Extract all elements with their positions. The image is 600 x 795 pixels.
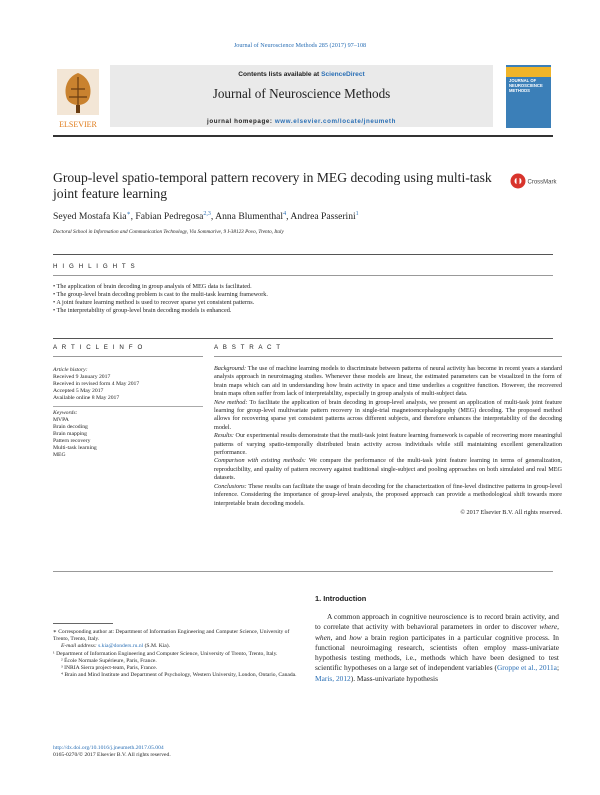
highlights-rule <box>53 254 553 255</box>
intro-text: , <box>557 622 559 632</box>
email-label: E-mail address: <box>61 643 99 650</box>
history-item: Accepted 5 May 2017 <box>53 388 104 394</box>
history-label: Article history: <box>53 367 88 373</box>
highlight-item: • The interpretability of group-level brain decoding models is enhanced. <box>53 307 268 315</box>
introduction-text <box>315 612 559 684</box>
intro-emph: when <box>315 632 331 642</box>
header-rule <box>53 135 553 137</box>
article-info-heading: A R T I C L E I N F O <box>53 344 144 351</box>
highlight-item: • A joint feature learning method is used to recover sparse yet consistent patterns. <box>53 299 268 307</box>
intro-emph: how <box>349 632 362 642</box>
footnote-rule <box>53 623 113 624</box>
info-rule <box>53 338 553 339</box>
sciencedirect-link[interactable]: ScienceDirect <box>321 71 365 78</box>
abstract-rule <box>214 356 562 357</box>
abstract-body <box>214 365 562 517</box>
footnote-4: ⁴ Brain and Mind Institute and Department of Psychology, Western University, London, Ontario, Canada. <box>61 672 297 679</box>
homepage-link[interactable]: www.elsevier.com/locate/jneumeth <box>274 118 396 125</box>
footnote-3: ³ INRIA Sierra project-team, Paris, France. <box>61 665 158 672</box>
abstract-bottom-rule <box>53 571 553 572</box>
highlight-item: • The application of brain decoding in group analysis of MEG data is facilitated. <box>53 283 268 291</box>
footnote-1: ¹ Department of Information Engineering and Computer Science, University of Trento, Trento, Italy. <box>53 650 278 657</box>
author-name[interactable]: Anna Blumenthal <box>215 211 284 223</box>
doi-block <box>53 745 171 759</box>
journal-title: Journal of Neuroscience Methods <box>212 86 391 101</box>
author-name[interactable]: Andrea Passerini <box>290 211 356 223</box>
keyword: Multi-task learning <box>53 445 97 451</box>
author-name[interactable]: Fabian Pedregosa <box>135 211 204 223</box>
abstract-heading: A B S T R A C T <box>214 344 282 351</box>
issn-line: 0165-0270/© 2017 Elsevier B.V. All rights reserved. <box>53 752 171 759</box>
journal-citation-link[interactable]: Journal of Neuroscience Methods 285 (2017) 97–108 <box>233 42 367 49</box>
intro-emph: where <box>539 622 558 632</box>
intro-text: a brain region participates in a particular cognitive process. In functional neuroimaging research, scientists often employ mass-univariate hypothesis testing methods, i.e., methods which have been designed to test scientific hypotheses on a large set of independent variables ( <box>315 632 560 673</box>
abstract-label: Background: <box>214 365 247 372</box>
doi-link[interactable]: http://dx.doi.org/10.1016/j.jneumeth.2017.05.004 <box>53 745 164 751</box>
keyword: Brain decoding <box>53 424 88 430</box>
footnotes <box>53 629 301 679</box>
abstract-label: New method: <box>214 398 248 406</box>
highlights-heading: H I G H L I G H T S <box>53 263 137 270</box>
author-name[interactable]: Seyed Mostafa Kia <box>53 211 127 223</box>
keywords-rule <box>53 406 203 407</box>
email-link[interactable]: s.kia@donders.ru.nl <box>98 643 144 650</box>
intro-text: A common approach in cognitive neuroscience is to record brain activity, and to correlate that activity with behavioral parameters in order to discover <box>315 612 559 632</box>
publisher-wordmark: ELSEVIER <box>59 120 97 129</box>
footnote-corresponding: ∗ Corresponding author at: Department of Information Engineering and Computer Science, University of Trento, Trento, Italy. <box>53 629 290 643</box>
history-item: Received 9 January 2017 <box>53 374 111 380</box>
abstract-background: The use of machine learning models to discriminate between patterns of neural activity has become in recent years a standard analysis approach in neuroimaging studies. Whenever these models are linear, the estimated parameters can be visualized in the form of brain maps which can aid in understanding how brain activity in space and time underlies a cognitive function. However, the recovered brain maps often suffer from lack of interpretability, especially in group analysis of multi-subject data. <box>214 365 562 398</box>
highlights-list <box>53 283 268 315</box>
abstract-results: Our experimental results demonstrate that the mutli-task joint feature learning framework is capable of recovering more meaningful patterns of varying spatio-temporally distributed brain activity across individuals while still maintaining excellent generalization performance. <box>214 432 563 457</box>
contents-prefix: Contents lists available at <box>238 71 322 78</box>
citation-link[interactable]: Maris, 2012 <box>315 673 351 683</box>
abstract-label: Results: <box>214 432 234 440</box>
author-sup[interactable]: 4 <box>283 211 287 217</box>
abstract-comparison: We compare the performance of the multi-task joint feature learning in terms of generalization, reproducibility, and quality of pattern recovery against traditional single-subject and pooling approaches on both simulated and real MEG datasets. <box>214 457 563 482</box>
intro-text: ). Mass-univariate hypothesis <box>350 673 438 683</box>
highlight-item: • The group-level brain decoding problem is cast to the multi-task learning framework. <box>53 291 268 299</box>
author-list: Seyed Mostafa Kia∗, Fabian Pedregosa$^{2,3}$, Anna Blumenthal$^4$, Andrea Passerini$^1$ <box>53 211 359 223</box>
article-info-rule <box>53 356 203 357</box>
contents-line <box>110 71 493 78</box>
author-sup[interactable]: 2,3 <box>203 211 211 217</box>
footnote-email <box>53 643 301 650</box>
author-sup[interactable]: ∗ <box>126 211 131 217</box>
abstract-copyright: © 2017 Elsevier B.V. All rights reserved. <box>460 508 562 516</box>
elsevier-logo <box>53 67 103 131</box>
keyword: Pattern recovery <box>53 438 91 444</box>
author-sup[interactable]: 1 <box>355 211 359 217</box>
intro-text: , and <box>330 632 350 642</box>
homepage-label: journal homepage: <box>207 118 275 125</box>
journal-homepage <box>110 118 493 125</box>
history-item: Received in revised form 4 May 2017 <box>53 381 140 387</box>
abstract-label: Conclusions: <box>214 482 247 490</box>
affiliation: Doctoral School in Information and Communication Technology, Via Sommarive, 9 I-38123 Povo, Trento, Italy <box>53 229 284 235</box>
abstract-label: Comparison with existing methods: <box>214 457 306 465</box>
history-item: Available online 8 May 2017 <box>53 395 120 401</box>
abstract-conclusions: These results can facilitate the usage of brain decoding for the characterization of fine-level distinctive patterns in group-level inference. Considering the importance of group-level analysis, the proposed approach can provide a methodological shift towards more interpretable brain decoding models. <box>214 482 563 507</box>
article-title: Group-level spatio-temporal pattern recovery in MEG decoding using multi-task joint feature learning <box>53 170 492 201</box>
crossmark-label: CrossMark <box>527 179 557 186</box>
highlights-heading-rule <box>53 275 553 276</box>
section-heading-introduction: 1. Introduction <box>315 594 367 603</box>
keywords-label: Keywords: <box>53 410 78 416</box>
keyword: MEG <box>53 452 66 458</box>
abstract-new-method: To facilitate the application of brain decoding in group-level analysis, we present an application of multi-task joint feature learning for group-level multivariate pattern recovery in single-trial magnetoencephalography (MEG) decoding. The proposed method allows for recovering sparse yet consistent patterns across different subjects, and therefore enhances the interpretability of the decoding model. <box>214 398 563 431</box>
journal-cover-image <box>506 65 551 128</box>
crossmark-badge[interactable] <box>510 172 558 190</box>
keyword: Brain mapping <box>53 431 87 437</box>
citation-link[interactable]: Groppe et al., 2011a <box>496 663 557 673</box>
footnote-2: ² École Normale Supérieure, Paris, France. <box>61 657 157 664</box>
article-info <box>53 367 188 459</box>
email-suffix: (S.M. Kia). <box>143 643 171 650</box>
intro-text: ; <box>556 663 560 673</box>
keyword: MVPA <box>53 417 69 423</box>
cover-title: JOURNAL OF NEUROSCIENCE METHODS <box>509 78 543 93</box>
